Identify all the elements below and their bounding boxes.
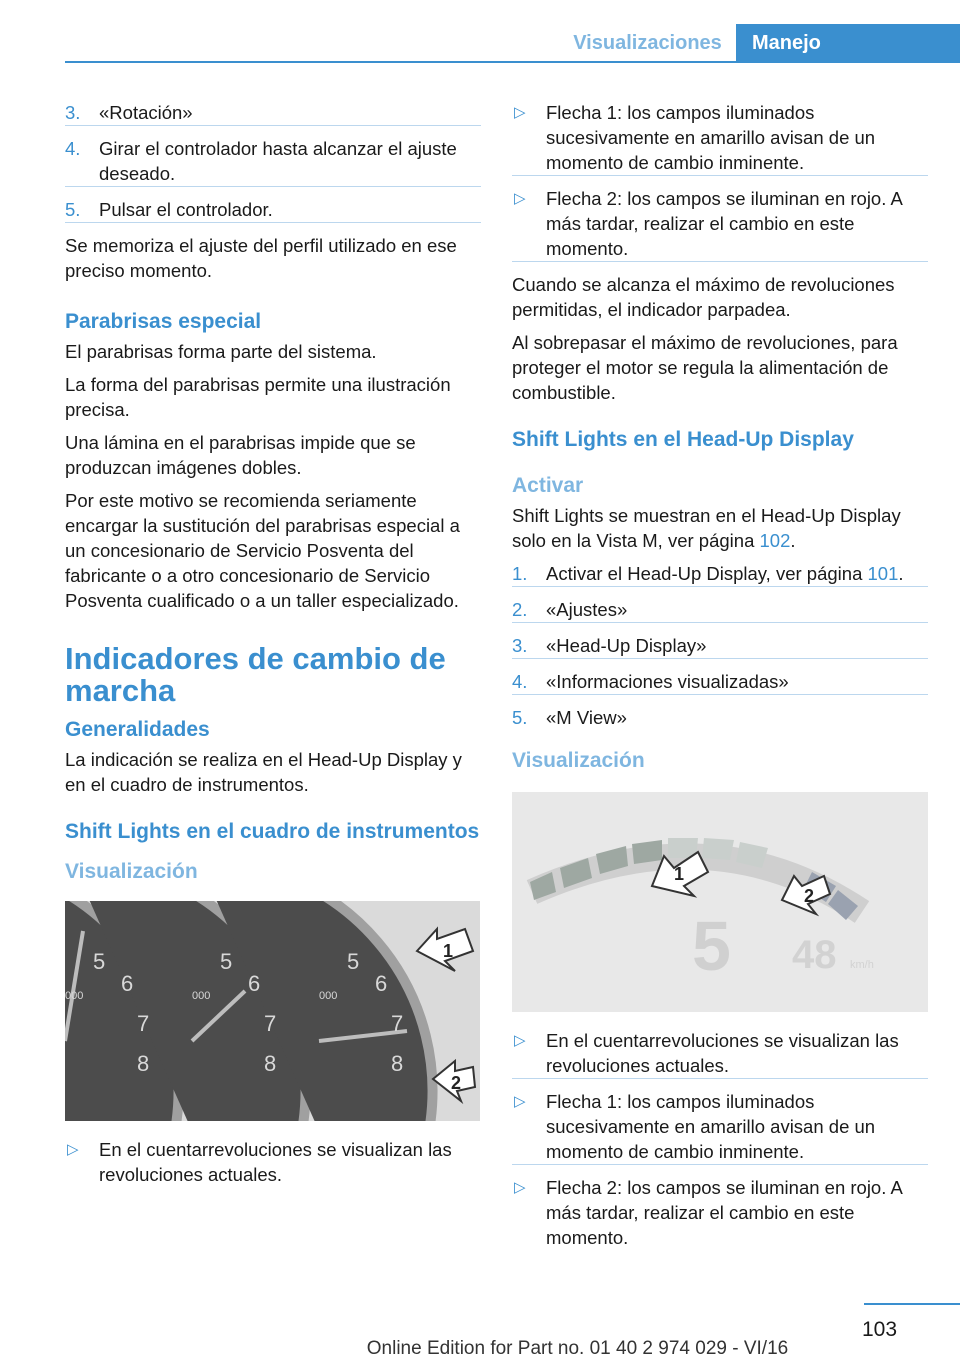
heading-visualizacion: Visualización [65, 860, 198, 883]
bullet-item [512, 100, 928, 176]
triangle-bullet-icon: ▷ [67, 1141, 79, 1158]
gauge1-partial: 000 [65, 990, 84, 1002]
gauge3-digit-7: 7 [391, 1011, 404, 1036]
list-item [512, 633, 928, 659]
gauge1-digit-6: 6 [121, 971, 134, 996]
bullet-text: Flecha 1: los campos iluminados sucesivamente en amarillo avisan de un momento de cambio inminente. [546, 102, 876, 173]
step-number: 4. [65, 138, 81, 159]
bullet-text: Flecha 1: los campos iluminados sucesivamente en amarillo avisan de un momento de cambio inminente. [546, 1091, 876, 1162]
step-text: Pulsar el controlador. [99, 199, 273, 220]
page-link-101[interactable]: 101 [867, 563, 899, 584]
activar-paragraph: Shift Lights se muestran en el Head-Up Display solo en la Vista M, ver página 102. [512, 505, 901, 551]
bullet-item [512, 186, 928, 262]
gauge3-digit-5: 5 [347, 949, 360, 974]
triangle-bullet-icon: ▷ [514, 104, 526, 121]
step-number: 3. [512, 635, 528, 656]
step-text: «Rotación» [99, 102, 193, 123]
list-item: 1. Activar el Head-Up Display, ver página 101. [512, 561, 928, 587]
step-number: 2. [512, 599, 528, 620]
gauge3-partial: 000 [319, 990, 338, 1002]
gauge1-digit-7: 7 [137, 1011, 150, 1036]
gauge2-partial: 000 [192, 990, 211, 1002]
memo-text: Se memoriza el ajuste del perfil utilizado en ese preciso momento. [65, 235, 457, 281]
bullet-text: Flecha 2: los campos se iluminan en rojo. A más tardar, realizar el cambio en este momento. [546, 1177, 902, 1248]
list-item [65, 100, 481, 126]
step-number: 5. [512, 707, 528, 728]
hud-unit: km/h [850, 959, 874, 971]
step-number: 4. [512, 671, 528, 692]
footer-edition: Online Edition for Part no. 01 40 2 974 029 - VI/16 [366, 1338, 789, 1359]
gauge3-digit-6: 6 [375, 971, 388, 996]
step-text: «Ajustes» [546, 599, 628, 620]
bullet-item [512, 1028, 928, 1079]
header-tab-manejo[interactable]: Manejo [736, 24, 960, 62]
heading-visualizacion: Visualización [512, 749, 645, 772]
gauge2-digit-6: 6 [248, 971, 261, 996]
list-item [512, 597, 928, 623]
bullet-text: En el cuentarrevoluciones se visualizan las revoluciones actuales. [546, 1030, 899, 1076]
hud-speed: 48 [792, 933, 837, 977]
bullet-item [65, 1137, 481, 1187]
step-number: 1. [512, 563, 528, 584]
list-item [512, 705, 928, 730]
right-column [512, 100, 928, 1258]
page-number: 103 [862, 1318, 898, 1341]
triangle-bullet-icon: ▷ [514, 1032, 526, 1049]
heading-shift-hud: Shift Lights en el Head-Up Display [512, 428, 854, 451]
paragraph: El parabrisas forma parte del sistema. [65, 341, 377, 362]
left-column [65, 100, 481, 1195]
bullet-text: En el cuentarrevoluciones se visualizan las revoluciones actuales. [99, 1139, 452, 1185]
paragraph: Una lámina en el parabrisas impide que se produzcan imágenes dobles. [65, 432, 416, 478]
step-number: 3. [65, 102, 81, 123]
header-tab-visualizaciones[interactable]: Visualizaciones [573, 32, 722, 54]
gauge2-digit-7: 7 [264, 1011, 277, 1036]
gauge2-digit-8: 8 [264, 1051, 277, 1076]
heading-shift-cuadro: Shift Lights en el cuadro de instrumentos [65, 820, 480, 843]
bullet-item [512, 1175, 928, 1250]
header-rule [65, 61, 960, 63]
gauge1-digit-5: 5 [93, 949, 106, 974]
paragraph: Por este motivo se recomienda seriamente encargar la sustitución del parabrisas especial a un concesionario de Servicio Posventa del fabricante o a otro concesionario de Servicio Posventa cualificado o a un taller especializado. [65, 490, 460, 611]
step-text: «M View» [546, 707, 627, 728]
page-link-102[interactable]: 102 [759, 530, 791, 551]
heading-parabrisas: Parabrisas especial [65, 310, 262, 333]
gauge-figure [65, 901, 480, 1121]
hud-figure [512, 792, 928, 1012]
activar-text: Shift Lights se muestran en el Head-Up Display solo en la Vista M, ver página [512, 505, 901, 551]
triangle-bullet-icon: ▷ [514, 1179, 526, 1196]
heading-activar: Activar [512, 474, 584, 497]
gauge-illustration [65, 901, 480, 1121]
hud-illustration [512, 792, 928, 1012]
paragraph: La indicación se realiza en el Head-Up Display y en el cuadro de instrumentos. [65, 749, 462, 795]
step-text: Activar el Head-Up Display, ver página [546, 563, 868, 584]
step-number: 5. [65, 199, 81, 220]
step-text: «Head-Up Display» [546, 635, 707, 656]
triangle-bullet-icon: ▷ [514, 190, 526, 207]
paragraph: La forma del parabrisas permite una ilustración precisa. [65, 374, 451, 420]
heading-indicadores: Indicadores de cambio de marcha [65, 641, 446, 708]
step-text: «Informaciones visualizadas» [546, 671, 789, 692]
triangle-bullet-icon: ▷ [514, 1093, 526, 1110]
svg-text:2: 2 [451, 1073, 462, 1093]
list-item [65, 136, 481, 187]
gauge1-digit-8: 8 [137, 1051, 150, 1076]
svg-text:1: 1 [674, 864, 685, 884]
gauge2-digit-5: 5 [220, 949, 233, 974]
list-item [65, 197, 481, 223]
list-item [512, 669, 928, 695]
bullet-item [512, 1089, 928, 1165]
svg-text:1: 1 [443, 941, 454, 961]
svg-text:2: 2 [804, 886, 815, 906]
footer-rule [864, 1303, 960, 1305]
bullet-text: Flecha 2: los campos se iluminan en rojo. A más tardar, realizar el cambio en este momento. [546, 188, 902, 259]
heading-generalidades: Generalidades [65, 718, 210, 741]
step-text: Girar el controlador hasta alcanzar el ajuste deseado. [99, 138, 457, 184]
hud-gear: 5 [692, 907, 731, 985]
paragraph: Al sobrepasar el máximo de revoluciones, para proteger el motor se regula la alimentación de combustible. [512, 332, 898, 403]
paragraph: Cuando se alcanza el máximo de revoluciones permitidas, el indicador parpadea. [512, 274, 895, 320]
gauge3-digit-8: 8 [391, 1051, 404, 1076]
